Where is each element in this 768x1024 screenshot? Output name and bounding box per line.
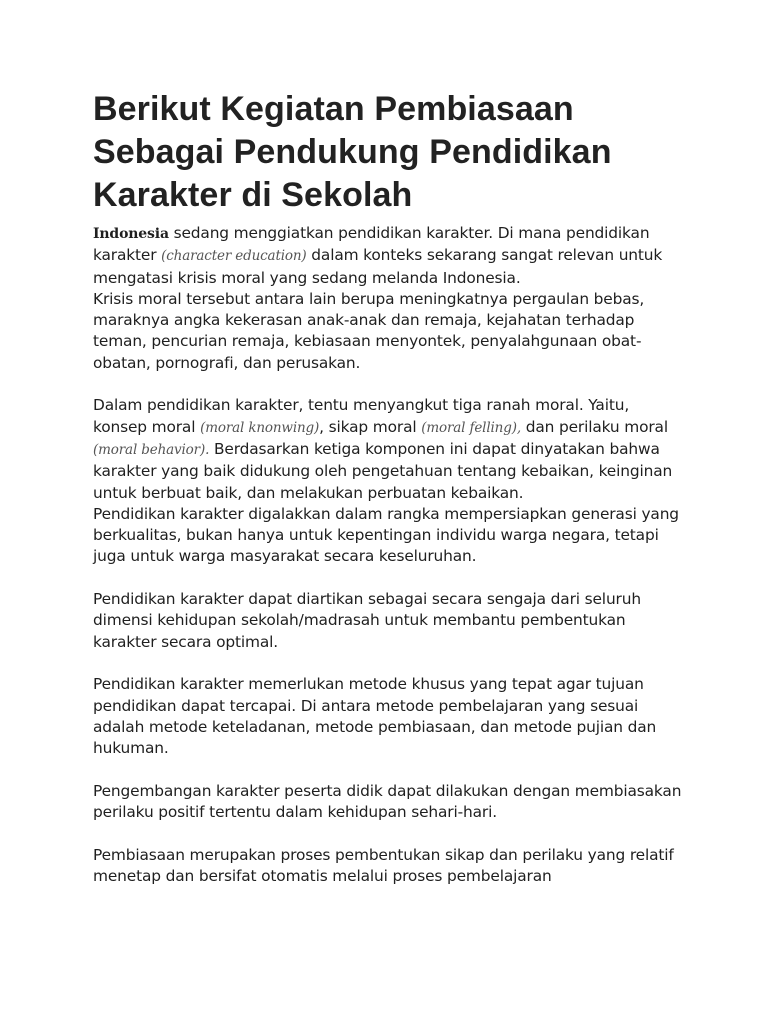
paragraph-gap: [93, 374, 683, 395]
italic-term: (moral knonwing): [200, 419, 320, 436]
paragraph-definition: Pendidikan karakter dapat diartikan sebagai secara sengaja dari seluruh dimensi kehidupan sekolah/madrasah untuk membantu pembentukan karakter secara optimal.: [93, 590, 641, 651]
paragraph-gap: [93, 568, 683, 589]
italic-term: (moral behavior).: [93, 441, 210, 458]
text-run: , sikap moral: [319, 417, 422, 436]
paragraph-intro: [93, 223, 683, 289]
text-run: dalam konteks sekarang sangat relevan untuk mengatasi krisis moral yang sedang melanda Indonesia.: [93, 246, 663, 287]
page-title: Berikut Kegiatan Pembiasaan Sebagai Pendukung Pendidikan Karakter di Sekolah: [93, 90, 612, 214]
paragraph-generation: Pendidikan karakter digalakkan dalam rangka mempersiapkan generasi yang berkualitas, bukan hanya untuk kepentingan individu warga negara, tetapi juga untuk warga masyarakat secara keseluruhan.: [93, 504, 679, 566]
paragraph-gap: [93, 653, 683, 674]
paragraph-gap: [93, 759, 683, 780]
paragraph-habituation: Pembiasaan merupakan proses pembentukan sikap dan perilaku yang relatif menetap dan bersifat otomatis melalui proses pembelajaran: [93, 845, 674, 885]
lead-word: Indonesia: [93, 226, 169, 242]
text-run: dan perilaku moral: [520, 417, 668, 436]
italic-term: (character education): [161, 248, 307, 265]
paragraph-moral-crisis: Krisis moral tersebut antara lain berupa meningkatnya pergaulan bebas, maraknya angka kekerasan anak-anak dan remaja, kejahatan terhadap teman, pencurian remaja, kebiasaan menyontek, penyalahgunaan obat-obatan, pornografi, dan perusakan.: [93, 289, 645, 372]
paragraph-gap: [93, 823, 683, 844]
paragraph-moral-domains: [93, 395, 683, 503]
text-run: Berdasarkan ketiga komponen ini dapat dinyatakan bahwa karakter yang baik didukung oleh pengetahuan tentang kebaikan, keinginan untuk berbuat baik, dan melakukan perbuatan kebaikan.: [93, 439, 673, 502]
document-page: [93, 88, 683, 887]
text-run: sedang menggiatkan pendidikan karakter. Di mana pendidikan karakter: [93, 224, 650, 265]
italic-term: (moral felling),: [421, 419, 521, 436]
paragraph-development: Pengembangan karakter peserta didik dapat dilakukan dengan membiasakan perilaku positif tertentu dalam kehidupan sehari-hari.: [93, 781, 682, 822]
paragraph-methods: Pendidikan karakter memerlukan metode khusus yang tepat agar tujuan pendidikan dapat tercapai. Di antara metode pembelajaran yang sesuai adalah metode keteladanan, metode pembiasaan, dan metode pujian dan hukuman.: [93, 675, 657, 758]
text-run: Dalam pendidikan karakter, tentu menyangkut tiga ranah moral. Yaitu, konsep moral: [93, 396, 630, 436]
